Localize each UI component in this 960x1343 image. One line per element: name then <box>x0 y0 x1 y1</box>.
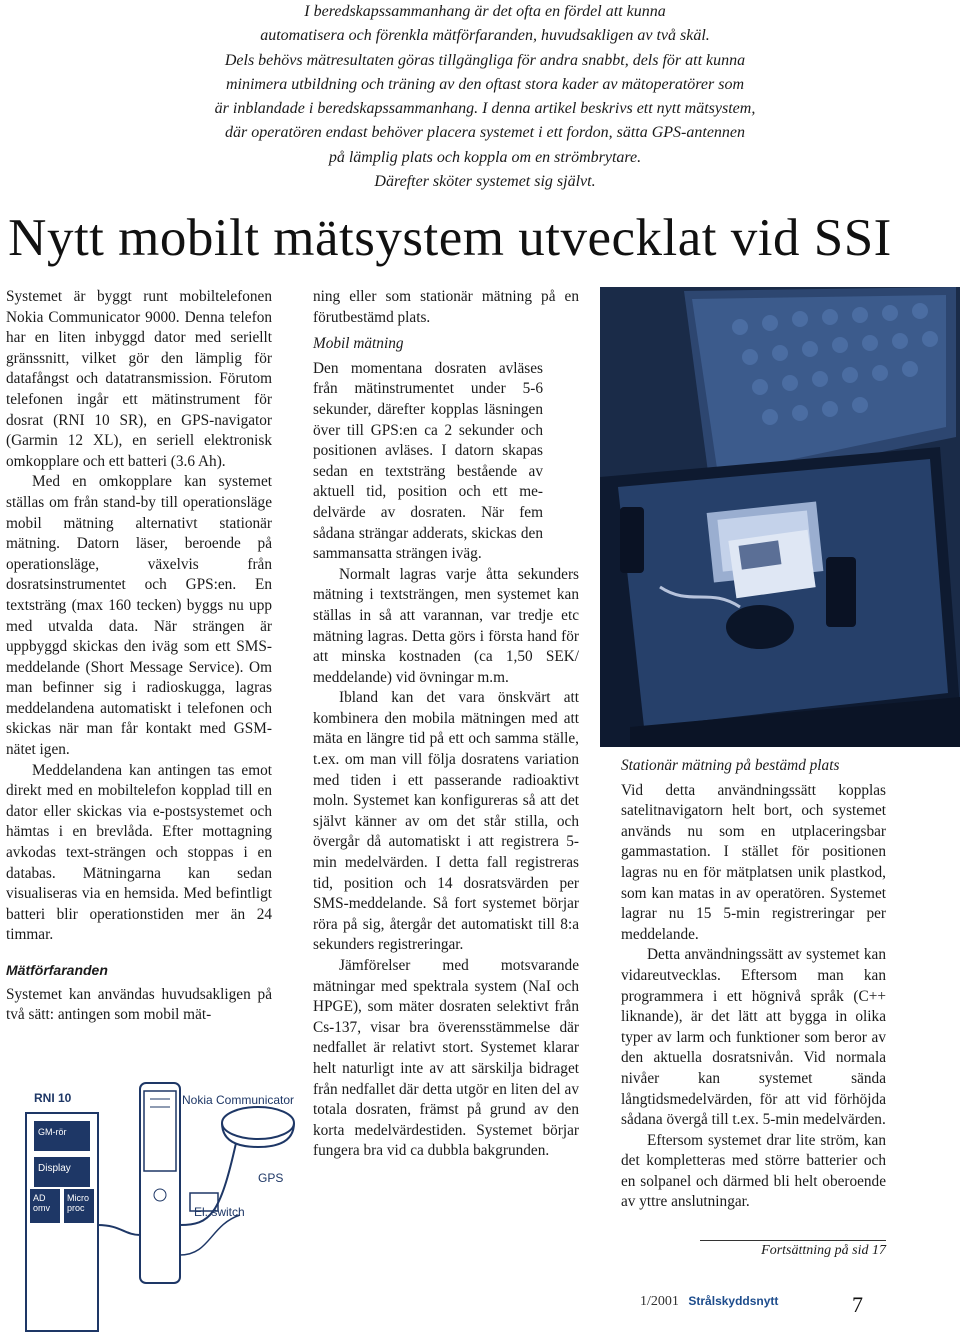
intro-line: automatisera och förenkla mätförfaranden, huvudsakligen av två skäl. <box>260 27 710 45</box>
paragraph: Normalt lagras varje åtta sekunders mätning i textsträngen, men systemet kan ställas in så att varannan, var tredje etc mätning lagras. Detta görs i första hand för att minska kostnaden (ca 1,50 SEK/ meddelande) vid övningar m.m. <box>313 565 579 686</box>
paragraph: Detta användningssätt av systemet kan vidareutvecklas. Eftersom man kan programmera i ett högnivå språk (C++ liknande), är det lätt att bygga in olika typer av larm och funktioner som beror av den aktuella dosratsnivån. Vid normala nivåer kan systemet sända långtidsmedelvärden, för att vid förhöjda sådana övergå till t.ex. 5-min medelvärden. <box>621 946 886 1129</box>
column-2 <box>313 287 579 1162</box>
paragraph: Den momentana dosraten avläses från mätinstrumentet under 5-6 sekunder, därefter kopplas läsningen över till GPS:en ca 2 sekunder och positionen avläses. I datorn skapas sedan en textsträng bestående av aktuell tid, position och ett me-delvärde av dosraten. När fem sådana strängar adderats, skickas den sammansatta strängen iväg. <box>313 359 543 563</box>
continued-note: Fortsättning på sid 17 <box>700 1240 886 1259</box>
label-micro: Micro proc <box>67 1193 89 1213</box>
paragraph: Eftersom systemet drar lite ström, kan det kompletteras med större batterier och en solpanel och därmed bli helt oberoende av yttre anslutningar. <box>621 1131 886 1211</box>
paragraph: Ibland kan det vara önskvärt att kombinera den mobila mätningen med att mäta en längre tid på ett och samma ställe, t.ex. om man vill följa dosratens variation med tiden i ett passerande radioaktivt moln. Systemet kan konfigureras så att det självt känner av om det står stilla, och övergår då automatiskt i att registrera 5-min medelvärden. I detta fall registreras tid, position och 14 dosratsvärden per SMS-meddelande. Så fort systemet börjar röra på sig, återgår det automatiskt till 8:a sekunders registreringar. <box>313 689 579 954</box>
column-1 <box>6 287 272 1026</box>
label-display: Display <box>38 1163 71 1174</box>
paragraph: Systemet är byggt runt mobiltelefonen Nokia Communicator 9000. Denna telefon har en liten inbyggd dator med seriellt gränssnitt, vilket gör den lämplig för datafångst och datatransmission. Förutom telefonen ingår ett mätinstrument för dosrat (RNI 10 SR), en GPS-navigator (Garmin 12 XL), en seriell elektronisk omkopplare och ett batteri (3.6 Ah). <box>6 288 272 470</box>
paragraph: Systemet kan användas huvudsakligen på två sätt: antingen som mobil mät- <box>6 985 272 1024</box>
intro-line: minimera utbildning och träning av den oftast stora kader av mätoperatörer som <box>225 75 745 93</box>
label-gm: GM-rör <box>38 1127 67 1137</box>
article-headline: Nytt mobilt mätsystem utvecklat vid SSI <box>8 209 892 267</box>
intro-line: på lämplig plats och koppla om en strömbrytare. <box>328 148 642 166</box>
equipment-case-photo <box>600 287 960 747</box>
label-nokia: Nokia Communicator <box>182 1093 295 1107</box>
page-number: 7 <box>852 1292 863 1317</box>
intro-text <box>130 0 840 194</box>
intro-line: där operatören endast behöver placera systemet i ett fordon, sätta GPS-antennen <box>224 124 746 142</box>
column-3 <box>621 756 886 1213</box>
label-ad: AD omv <box>33 1193 51 1213</box>
section-heading: Mobil mätning <box>313 335 404 353</box>
label-switch: El. switch <box>194 1205 245 1219</box>
paragraph: Med en omkopplare kan systemet ställas om från stand-by till operationsläge mobil mätning alternativt stationär mätning. Datorn läser, beroende på operationsläge, växelvis från dosratsinstrumentet och GPS:en. En textsträng (max 160 tecken) byggs nu upp med utvalda data. När strängen är uppbyggd skickas den iväg som ett SMS-meddelande (Short Message Service). Om man befinner sig i radioskugga, lagras meddelandena automatiskt i telefonen och skickas när man får kontakt med GSM-nätet igen. <box>6 473 272 759</box>
paragraph: ning eller som stationär mätning på en förutbestämd plats. <box>313 288 579 326</box>
system-diagram <box>10 1075 310 1343</box>
paragraph: Meddelandena kan antingen tas emot direkt med en mobiltelefon kopplad till en dator eller skickas via e-postsystemet och hämtas i en brevlåda. Efter mottagning avkodas text-strängen och stoppas i en databas. Mätningarna kan sedan visualiseras via en hemsida. Med befintligt batteri blir operationstiden mer än 24 timmar. <box>6 761 272 944</box>
paragraph: Jämförelser med motsvarande mätningar med spektrala system (NaI och HPGE), som mäter dosraten selektivt från Cs-137, visar bra överensstämmelse där nedfallet är relativt stort. Systemet klarar helt naturligt inte av att särskilja bidraget från nedfallet där detta utgör en liten del av totala dosraten, främst på grund av den korta medelvärdestiden. Systemet börjar fungera bra vid ca dubbla bakgrunden. <box>313 957 579 1160</box>
intro-line: Därefter sköter systemet sig självt. <box>374 173 596 191</box>
section-heading: Stationär mätning på bestämd plats <box>621 757 840 774</box>
page-footer <box>640 1294 880 1310</box>
intro-line: är inblandade i beredskapssammanhang. I denna artikel beskrivs ett nytt mätsystem, <box>214 100 756 118</box>
case-photo-illustration <box>600 287 960 747</box>
magazine-name: Strålskyddsnytt <box>688 1294 779 1308</box>
intro-line: Dels behövs mätresultaten göras tillgängliga för andra snabbt, dels för att kunna <box>224 51 746 69</box>
issue-number: 1/2001 <box>640 1294 679 1309</box>
paragraph: Vid detta användningssätt kopplas satelitnavigatorn helt bort, och systemet används nu som en utplaceringsbar gammastation. I stället för positionen lagras nu en för mätplatsen unik plastkod, som kan matas in av operatören. Systemet lagrar nu 15 5-min registreringar per meddelande. <box>621 781 886 943</box>
section-heading: Mätförfaranden <box>6 962 108 978</box>
label-rni: RNI 10 <box>34 1091 72 1105</box>
label-gps: GPS <box>258 1171 284 1185</box>
intro-line: I beredskapssammanhang är det ofta en fördel att kunna <box>304 3 666 20</box>
